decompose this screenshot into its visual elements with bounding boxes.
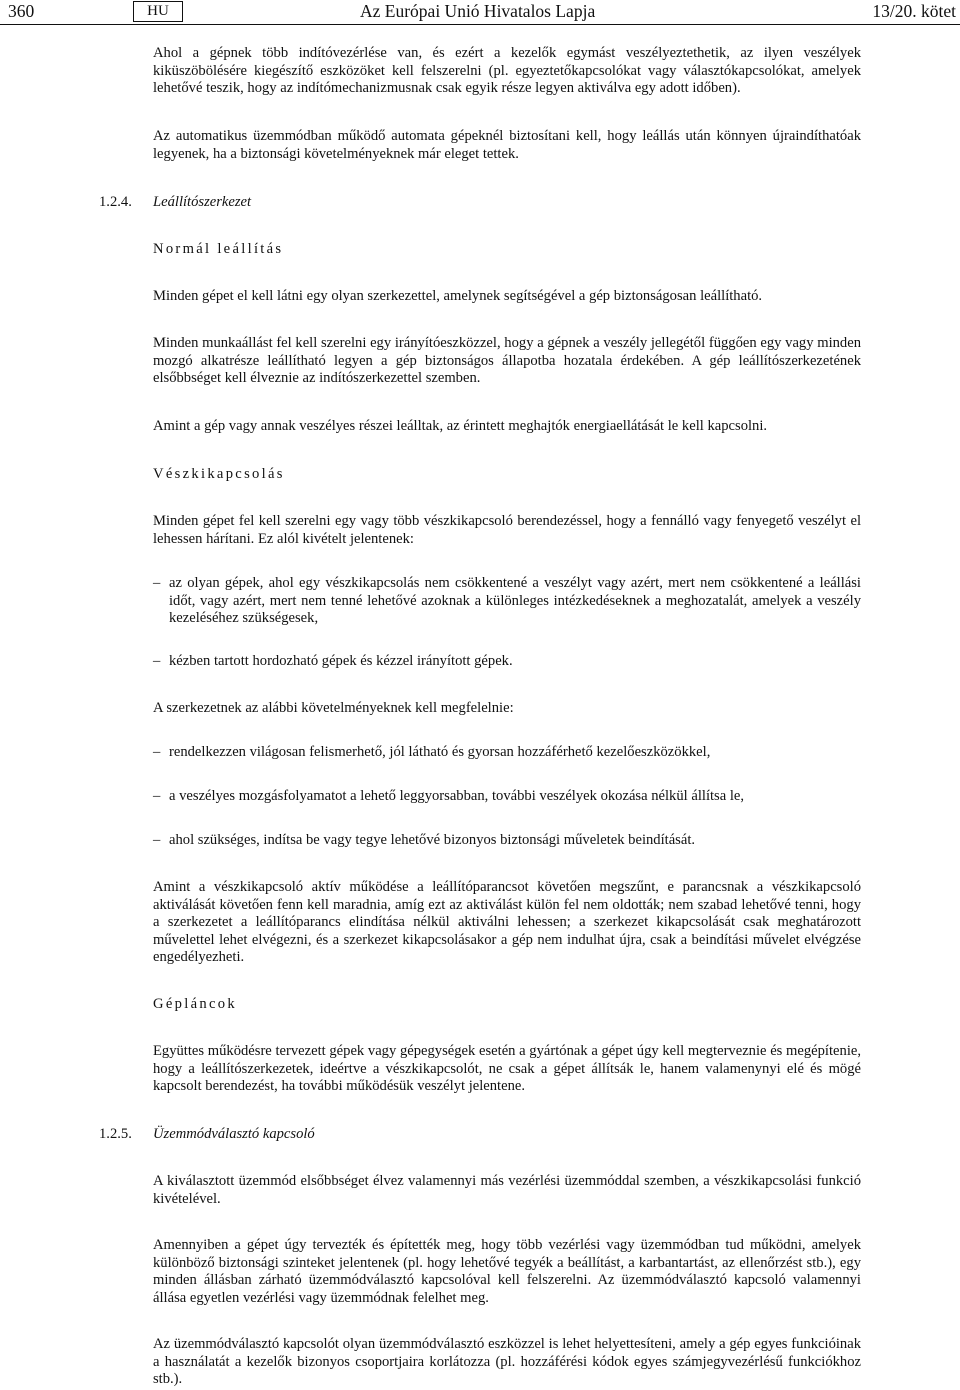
list-dash: – — [153, 832, 161, 848]
list-item: kézben tartott hordozható gépek és kézzel irányított gépek. — [169, 653, 513, 669]
list-item: a veszélyes mozgásfolyamatot a lehető leggyorsabban, további veszélyek okozása nélkül állítsa le, — [169, 788, 745, 804]
paragraph-workstation-stop: Minden munkaállást fel kell szerelni egy irányítóeszközzel, hogy a gépnek a veszély jellegétől függően egy vagy minden mozgó alkatrésze leállítható legyen a gép biztonságos állapotba hozatala érdekében. A gép leállítószerkezetének elsőbbséget kell élveznie az indítószerkezettel szemben. — [153, 335, 861, 387]
page-header — [0, 0, 960, 26]
section-title-stop-device: Leállítószerkezet — [153, 194, 252, 210]
list-item: rendelkezzen világosan felismerhető, jól látható és gyorsan hozzáférhető kezelőeszközökkel, — [169, 744, 711, 760]
paragraph-mode-selector: Amennyiben a gépet úgy tervezték és építették meg, hogy több vezérlési vagy üzemmódban tud működni, amelyek különböző biztonsági szinteket jelentenek (pl. hogy lehetővé tegyék a beállítást, a karbantartást, az ellenőrzést stb.), egy minden állásban zárható üzemmódválasztó kapcsolóval kell felszerelni. Az üzemmódválasztó kapcsoló valamennyi állása egyetlen vezérlési vagy üzemmódnak felelhet meg. — [153, 1237, 861, 1306]
paragraph-automatic-restart: Az automatikus üzemmódban működő automata gépeknél biztosítani kell, hogy leállás után könnyen újraindíthatóak legyenek, ha a biztonsági követelményeknek már eleget tettek. — [153, 128, 861, 162]
section-title-mode-selector: Üzemmódválasztó kapcsoló — [153, 1126, 315, 1142]
list-item: az olyan gépek, ahol egy vészkikapcsolás nem csökkentené a veszélyt vagy azért, mert nem csökkentené a leállási időt, vagy azért, mert nem tenné lehetővé azoknak a különleges intézkedéseknek a meghozatalát, amelyek a veszély kezeléséhez szükségesek, — [169, 575, 861, 627]
paragraph-emergency-stop: Minden gépet fel kell szerelni egy vagy több vészkikapcsoló berendezéssel, hogy a fennálló vagy fenyegető veszélyt el lehessen hárítani. Ez alól kivételt jelentenek: — [153, 513, 861, 547]
section-number-1-2-5: 1.2.5. — [99, 1126, 132, 1142]
list-dash: – — [153, 788, 161, 804]
paragraph-emergency-release: Amint a vészkikapcsoló aktív működése a leállítóparancsot követően megszűnt, e parancsnak a vészkikapcsoló aktiválását követően fenn kell maradnia, amíg ezt az aktiválást külön fel nem oldották; nem szabad lehetővé tenni, hogy a szerkezetet a leállítóparancs elindítása nélkül aktiválni lehessen; a szerkezet kikapcsolását csak meghatározott művelettel lehet elvégezni, és a szerkezet kikapcsolásakor a gép nem indulhat újra, csak a beindítási művelet elvégzése engedélyezheti. — [153, 879, 861, 966]
paragraph-multiple-start-controls: Ahol a gépnek több indítóvezérlése van, és ezért a kezelők egymást veszélyeztethetik, az ilyen veszélyek kiküszöbölésére kiegészítő eszközöket kell felszerelni (pl. egyeztetőkapcsolókat vagy választókapcsolókat, amelyek lehetővé teszik, hogy az indítómechanizmusnak csak egyik része legyen aktiválva egy adott időben). — [153, 45, 861, 97]
page-number: 360 — [8, 1, 35, 21]
paragraph-mode-selector-alt: Az üzemmódválasztó kapcsolót olyan üzemmódválasztó eszközzel is lehet helyettesíteni, amely a gép egyes funkcióinak a használatát a kezelők bizonyos csoportjaira korlátozza (pl. hozzáférési kódok egyes számjegyvezérlésű funkciókhoz stb.). — [153, 1336, 861, 1388]
paragraph-assembly: Együttes működésre tervezett gépek vagy gépegységek esetén a gyártónak a gépet úgy kell megterveznie és megépítenie, hogy a leállítószerkezetek, ideértve a vészkikapcsolót, ne csak a gépet állítsák le, hanem valamenynyi elé és mögé kapcsolt berendezést, ha további működésük veszélyt jelentene. — [153, 1043, 861, 1095]
list-dash: – — [153, 575, 161, 591]
language-code-box: HU — [133, 1, 183, 22]
journal-title: Az Európai Unió Hivatalos Lapja — [360, 1, 596, 21]
subheading-assembly: Gépláncok — [153, 996, 237, 1012]
list-dash: – — [153, 744, 161, 760]
subheading-normal-stop: Normál leállítás — [153, 241, 284, 257]
paragraph-requirements-intro: A szerkezetnek az alábbi követelményeknek kell megfelelnie: — [153, 700, 514, 716]
paragraph-power-off: Amint a gép vagy annak veszélyes részei leálltak, az érintett meghajtók energiaellátását le kell kapcsolni. — [153, 418, 768, 434]
list-item: ahol szükséges, indítsa be vagy tegye lehetővé bizonyos biztonsági műveletek beindítását. — [169, 832, 696, 848]
list-dash: – — [153, 653, 161, 669]
paragraph-mode-priority: A kiválasztott üzemmód elsőbbséget élvez valamennyi más vezérlési üzemmóddal szemben, a vészkikapcsolási funkció kivételével. — [153, 1173, 861, 1207]
volume-label: 13/20. kötet — [872, 1, 956, 21]
paragraph-normal-stop: Minden gépet el kell látni egy olyan szerkezettel, amelynek segítségével a gép biztonságosan leállítható. — [153, 288, 763, 304]
section-number-1-2-4: 1.2.4. — [99, 194, 132, 210]
header-rule — [0, 24, 960, 25]
subheading-emergency-stop: Vészkikapcsolás — [153, 466, 285, 482]
